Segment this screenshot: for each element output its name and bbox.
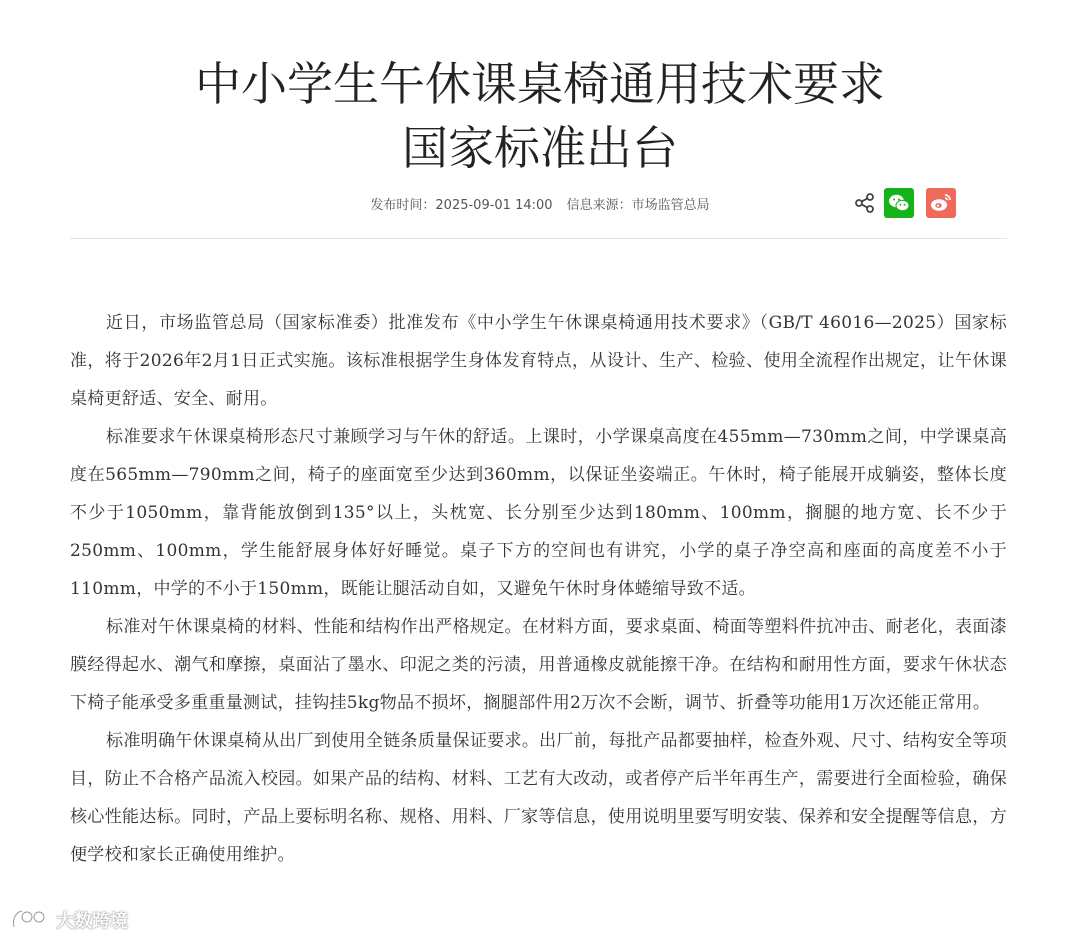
- weibo-icon[interactable]: [926, 188, 956, 218]
- article-title-line-2: 国家标准出台: [402, 121, 678, 175]
- article-body: [70, 304, 1007, 874]
- publish-label: 发布时间：: [370, 198, 436, 213]
- wechat-icon[interactable]: [884, 188, 914, 218]
- watermark-text: 大数跨境: [56, 911, 128, 932]
- publish-time: 2025-09-01 14:00: [435, 198, 553, 213]
- watermark-logo-icon: [10, 907, 52, 933]
- header-divider: [70, 238, 1007, 239]
- watermark: [10, 904, 128, 936]
- article-title-line-1: 中小学生午休课桌椅通用技术要求: [195, 57, 885, 111]
- share-icon[interactable]: [852, 190, 878, 216]
- paragraph-1: 近日，市场监管总局（国家标准委）批准发布《中小学生午休课桌椅通用技术要求》（GB/T 46016—2025）国家标准，将于2026年2月1日正式实施。该标准根据学生身体发育特点，从设计、生产、检验、使用全流程作出规定，让午休课桌椅更舒适、安全、耐用。: [70, 313, 1007, 409]
- paragraph-2: 标准要求午休课桌椅形态尺寸兼顾学习与午休的舒适。上课时，小学课桌高度在455mm—730mm之间，中学课桌高度在565mm—790mm之间，椅子的座面宽至少达到360mm，以保证坐姿端正。午休时，椅子能展开成躺姿，整体长度不少于1050mm，靠背能放倒到135°以上，头枕宽、长分别至少达到180mm、100mm，搁腿的地方宽、长不少于250mm、100mm，学生能舒展身体好好睡觉。桌子下方的空间也有讲究，小学的桌子净空高和座面的高度差不小于110mm，中学的不小于150mm，既能让腿活动自如，又避免午休时身体蜷缩导致不适。: [70, 427, 1007, 599]
- paragraph-4: 标准明确午休课桌椅从出厂到使用全链条质量保证要求。出厂前，每批产品都要抽样，检查外观、尺寸、结构安全等项目，防止不合格产品流入校园。如果产品的结构、材料、工艺有大改动，或者停产后半年再生产，需要进行全面检验，确保核心性能达标。同时，产品上要标明名称、规格、用料、厂家等信息，使用说明里要写明安装、保养和安全提醒等信息，方便学校和家长正确使用维护。: [70, 731, 1007, 865]
- paragraph-3: 标准对午休课桌椅的材料、性能和结构作出严格规定。在材料方面，要求桌面、椅面等塑料件抗冲击、耐老化，表面漆膜经得起水、潮气和摩擦，桌面沾了墨水、印泥之类的污渍，用普通橡皮就能擦干净。在结构和耐用性方面，要求午休状态下椅子能承受多重重量测试，挂钩挂5kg物品不损坏，搁腿部件用2万次不会断，调节、折叠等功能用1万次还能正常用。: [70, 617, 1007, 713]
- article-title: [0, 52, 1080, 180]
- source-name: 市场监管总局: [631, 198, 710, 213]
- source-label: 信息来源：: [566, 198, 632, 213]
- share-bar: [852, 188, 956, 218]
